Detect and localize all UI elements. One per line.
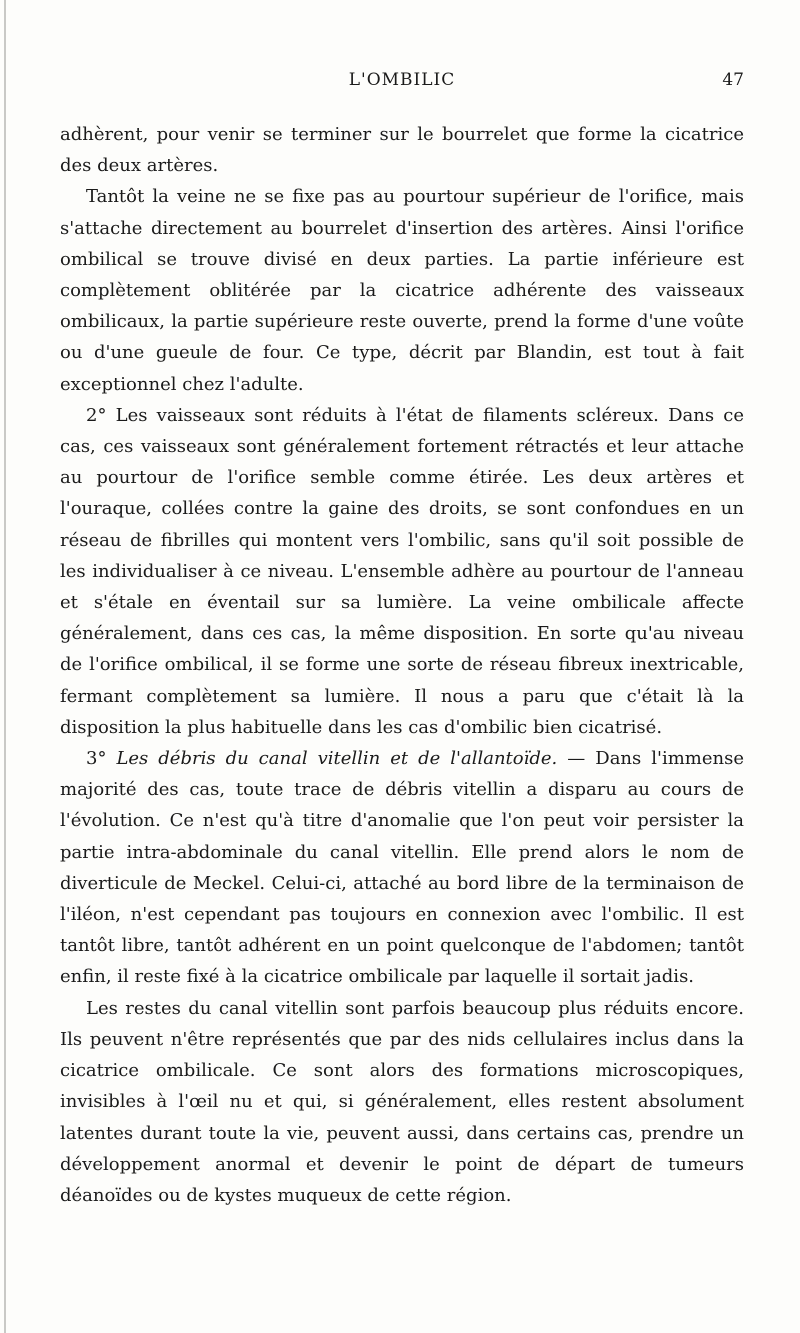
section-heading: Les débris du canal vitellin et de l'allantoïde.: [116, 748, 558, 770]
body-text: [60, 119, 744, 1211]
page-edge-shadow: [4, 0, 6, 1333]
running-head: L'OMBILIC: [348, 70, 456, 90]
paragraph-continuation: adhèrent, pour venir se terminer sur le bourrelet que forme la cicatrice des deux artères.: [60, 124, 744, 177]
section-number: 3°: [86, 748, 117, 770]
page-number: 47: [722, 70, 744, 90]
page-header: [60, 70, 744, 100]
paragraph-tantot: Tantôt la veine ne se fixe pas au pourtour supérieur de l'orifice, mais s'attache directement au bourrelet d'insertion des artères. Ainsi l'orifice ombilical se trouve divisé en deux parties. La partie inférieure est complètement oblitérée par la cicatrice adhérente des vaisseaux ombilicaux, la partie supérieure reste ouverte, prend la forme d'une voûte ou d'une gueule de four. Ce type, décrit par Blandin, est tout à fait exceptionnel chez l'adulte.: [60, 186, 744, 395]
paragraph-vaisseaux-reduits: 2° Les vaisseaux sont réduits à l'état de filaments scléreux. Dans ce cas, ces vaisseaux sont généralement fortement rétractés et leur attache au pourtour de l'orifice semble comme étirée. Les deux artères et l'ouraque, collées contre la gaine des droits, se sont confondues en un réseau de fibrilles qui montent vers l'ombilic, sans qu'il soit possible de les individualiser à ce niveau. L'ensemble adhère au pourtour de l'anneau et s'étale en éventail sur sa lumière. La veine ombilicale affecte généralement, dans ces cas, la même disposition. En sorte qu'au niveau de l'orifice ombilical, il se forme une sorte de réseau fibreux inextricable, fermant complètement sa lumière. Il nous a paru que c'était là la disposition la plus habituelle dans les cas d'ombilic bien cicatrisé.: [60, 404, 744, 738]
paragraph-text: — Dans l'immense majorité des cas, toute trace de débris vitellin a disparu au cours de l'évolution. Ce n'est qu'à titre d'anomalie que l'on peut voir persister la partie intra-abdominale du canal vitellin. Elle prend alors le nom de diverticule de Meckel. Celui-ci, attaché au bord libre de la terminaison de l'iléon, n'est cependant pas toujours en connexion avec l'ombilic. Il est tantôt libre, tantôt adhérent en un point quelconque de l'abdomen; tantôt enfin, il reste fixé à la cicatrice ombilicale par laquelle il sortait jadis.: [60, 748, 744, 988]
paragraph-debris-vitellin: [60, 743, 744, 993]
paragraph-restes-canal: Les restes du canal vitellin sont parfois beaucoup plus réduits encore. Ils peuvent n'être représentés que par des nids cellulaires inclus dans la cicatrice ombilicale. Ce sont alors des formations microscopiques, invisibles à l'œil nu et qui, si généralement, elles restent absolument latentes durant toute la vie, peuvent aussi, dans certains cas, prendre un développement anormal et devenir le point de départ de tumeurs déanoïdes ou de kystes muqueux de cette région.: [60, 997, 744, 1206]
